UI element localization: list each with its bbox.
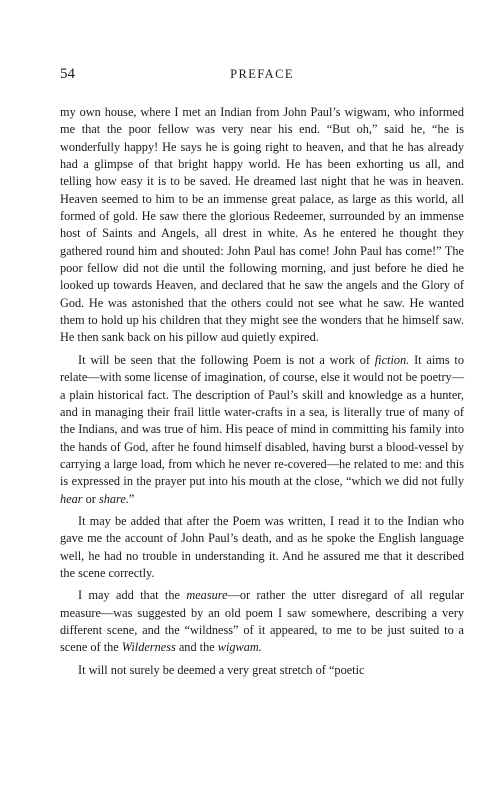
running-head [60,66,464,86]
text-segment: and the [175,640,218,655]
italic-text: wigwam. [217,640,262,655]
text-segment: It may be added that after the Poem was written, I read it to the Indian who gave me the account of John Paul’s death, and as he spoke the English language well, he had no trouble in understanding it. And he assured me that it described the scene correctly. [60,513,464,580]
text-segment: or [82,491,99,506]
paragraph-poem-read [60,513,464,582]
italic-text: fiction. [374,352,410,367]
running-head-title: PREFACE [230,67,294,81]
italic-text: share. [98,491,129,506]
text-segment: —or rather the utter disregard of all regular measure—was suggested by an old poem I saw somewhere, describing a very different scene, and the “wildness” of it appeared, to me to be just suited to a scene of the [60,588,464,655]
text-segment: It will not surely be deemed a very great stretch of “poetic [78,662,365,677]
paragraph-measure [60,587,464,656]
italic-text: measure [186,588,228,603]
paragraph-poetic [60,662,464,679]
text-segment: It aims to relate—with some license of imagination, of course, else it would not be poetry—a plain historical fact. The description of Paul’s skill and knowledge as a hunter, and in managing their frail little water-crafts in a sea, is literally true of many of the Indians, and was true of him. His peace of mind in committing his family into the hands of God, after he found himself disabled, having burst a blood-vessel by carrying a large load, from which he never re-covered—he related to me: and this is expressed in the prayer put into his mouth at the close, “which we did not fully [60,352,464,489]
text-segment: ” [128,491,135,506]
text-segment: I may add that the [78,588,187,603]
paragraph-fiction [60,352,464,508]
body-text [60,104,464,679]
text-segment: It will be seen that the following Poem is not a work of [78,352,375,367]
italic-text: hear [60,491,83,506]
paragraph-continued [60,104,464,347]
page-number: 54 [60,66,75,82]
text-segment: my own house, where I met an Indian from John Paul’s wigwam, who informed me that the poor fellow was very near his end. “But oh,” said he, “he is wonderfully happy! He says he is going right to heaven, and that he has already had a glimpse of that bright happy world. He has been exhorting us all, and telling how easy it is to be saved. He dreamed last night that he was in heaven. Heaven seemed to him to be an immense great palace, as large as this world, all formed of gold. He saw there the glorious Redeemer, surrounded by an immense host of Saints and Angels, all drest in white. As he entered he thought they gathered round him and shouted: John Paul has come! John Paul has come!” The poor fellow did not die until the following morning, and just before he died he looked up towards Heaven, and declared that he saw the angels and the Glory of God. He was astonished that the others could not see what he saw. He wanted them to hold up his children that they might see the wonders that he himself saw. He then sank back on his pillow aud quietly expired. [60,105,464,345]
italic-text: Wilderness [121,640,176,655]
